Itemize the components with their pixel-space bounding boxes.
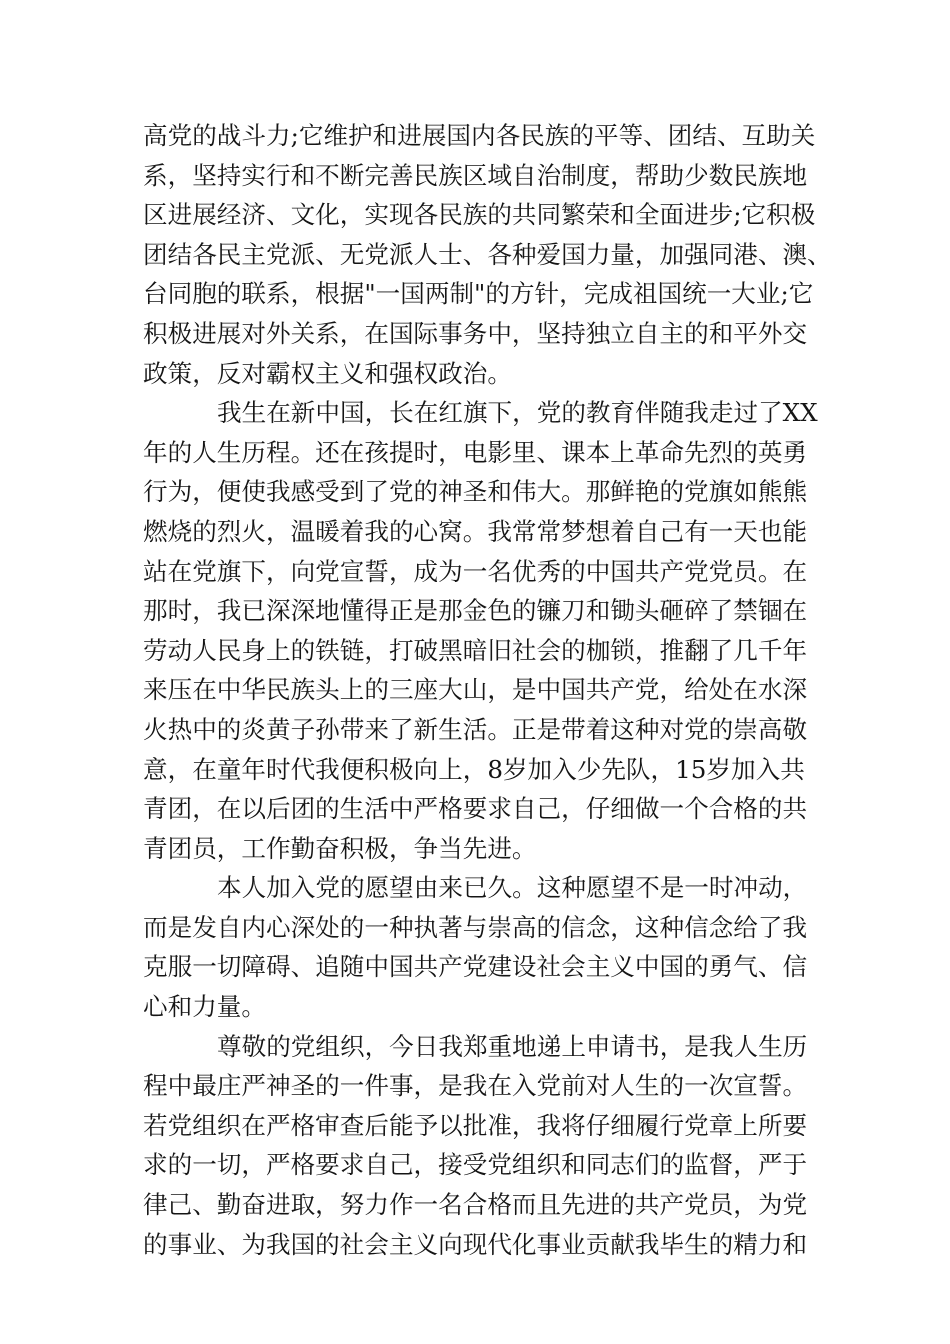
text-line: 年的人生历程。还在孩提时，电影里、课本上革命先烈的英勇 [143, 437, 808, 467]
text-line: 律己、勤奋进取，努力作一名合格而且先进的共产党员，为党 [143, 1190, 808, 1220]
text-line: 尊敬的党组织，今日我郑重地递上申请书，是我人生历 [217, 1031, 808, 1061]
text-line: 团结各民主党派、无党派人士、各种爱国力量，加强同港、澳、 [143, 239, 832, 269]
paragraph-2 [143, 393, 818, 868]
text-line: 区进展经济、文化，实现各民族的共同繁荣和全面进步;它积极 [143, 200, 816, 230]
text-line: 青团，在以后团的生活中严格要求自己，仔细做一个合格的共 [143, 794, 808, 824]
text-line: 火热中的炎黄子孙带来了新生活。正是带着这种对党的崇高敬 [143, 714, 808, 744]
text-line: 高党的战斗力;它维护和进展国内各民族的平等、团结、互助关 [143, 121, 816, 150]
text-line: 系，坚持实行和不断完善民族区域自治制度，帮助少数民族地 [143, 160, 808, 190]
text-line: 求的一切，严格要求自己，接受党组织和同志们的监督，严于 [143, 1150, 808, 1180]
text-line: 积极进展对外关系，在国际事务中，坚持独立自主的和平外交 [143, 318, 808, 348]
text-line: 劳动人民身上的铁链，打破黑暗旧社会的枷锁，推翻了几千年 [143, 635, 808, 665]
text-line: 来压在中华民族头上的三座大山，是中国共产党，给处在水深 [143, 675, 808, 705]
text-line: 青团员，工作勤奋积极，争当先进。 [143, 833, 537, 863]
text-line: 行为，便使我感受到了党的神圣和伟大。那鲜艳的党旗如熊熊 [143, 477, 808, 507]
text-line: 本人加入党的愿望由来已久。这种愿望不是一时冲动， [217, 873, 808, 903]
text-line: 政策，反对霸权主义和强权政治。 [143, 358, 512, 388]
text-line: 若党组织在严格审查后能予以批准，我将仔细履行党章上所要 [143, 1110, 808, 1140]
text-line: 意，在童年时代我便积极向上，8岁加入少先队，15岁加入共 [143, 754, 805, 784]
text-line: 而是发自内心深处的一种执著与崇高的信念，这种信念给了我 [143, 912, 808, 942]
text-line: 的事业、为我国的社会主义向现代化事业贡献我毕生的精力和 [143, 1229, 808, 1259]
text-line: 克服一切障碍、追随中国共产党建设社会主义中国的勇气、信 [143, 952, 808, 982]
document-body [143, 116, 832, 1264]
paragraph-4 [143, 1027, 808, 1265]
text-line: 燃烧的烈火，温暖着我的心窝。我常常梦想着自己有一天也能 [143, 516, 808, 546]
paragraph-3 [143, 868, 808, 1026]
text-line: 台同胞的联系，根据"一国两制"的方针，完成祖国统一大业;它 [143, 279, 814, 309]
text-line: 我生在新中国，长在红旗下，党的教育伴随我走过了XX [217, 398, 818, 428]
text-line: 心和力量。 [143, 992, 266, 1022]
paragraph-1 [143, 116, 832, 393]
text-line: 那时，我已深深地懂得正是那金色的镰刀和锄头砸碎了禁锢在 [143, 596, 808, 626]
text-line: 程中最庄严神圣的一件事，是我在入党前对人生的一次宣誓。 [143, 1071, 808, 1101]
text-line: 站在党旗下，向党宣誓，成为一名优秀的中国共产党党员。在 [143, 556, 808, 586]
